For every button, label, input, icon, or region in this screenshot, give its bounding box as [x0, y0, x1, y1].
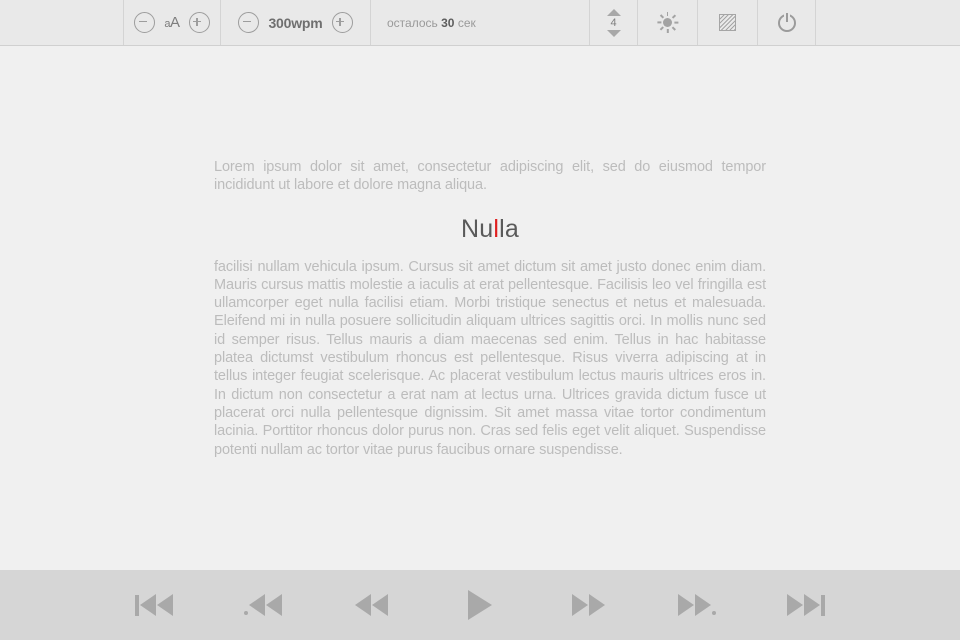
forward-sentence-button[interactable]: [565, 585, 613, 625]
chevron-down-icon[interactable]: [607, 30, 621, 37]
reader-content: [214, 158, 766, 459]
font-size-label: aA: [164, 14, 180, 31]
time-prefix: осталось: [387, 15, 438, 30]
play-icon: [468, 590, 492, 620]
chevron-up-icon[interactable]: [607, 9, 621, 16]
top-toolbar: [0, 0, 960, 46]
brightness-group: [638, 0, 698, 45]
heading-before: Nu: [461, 214, 494, 243]
fast-forward-dot-icon: [678, 594, 716, 616]
skip-to-start-button[interactable]: [130, 585, 178, 625]
reading-page: [0, 46, 960, 570]
plus-circle-icon[interactable]: [189, 12, 210, 33]
intro-paragraph: Lorem ipsum dolor sit amet, consectetur adipiscing elit, sed do eiusmod tempor incididunt ut labore et dolore magna aliqua.: [214, 159, 766, 194]
rewind-sentence-button[interactable]: [347, 585, 395, 625]
power-group: [758, 0, 816, 45]
sun-icon[interactable]: [663, 18, 672, 27]
body-paragraph: facilisi nullam vehicula ipsum. Cursus sit amet dictum sit amet justo donec enim diam. Mauris cursus mattis molestie a iaculis at erat pellentesque. Facilisis leo vel fringilla est ullamcorper eget nulla facilisi etiam. Morbi tristique senectus et netus et malesuada. Eleifend mi in nulla posuere sollicitudin aliquam ultrices sagittis orci. In mollis nunc sed id semper risus. Tellus mauris a diam maecenas sed enim. Tellus in hac habitasse platea dictumst vestibulum rhoncus est pellentesque. Risus viverra adipiscing at in tellus integer feugiat scelerisque. Ac placerat vestibulum lectus mauris ultrices eros in. In dictum non consectetur a erat nam at lectus urna. Ultrices gravida dictum fusce ut placerat orci nulla pellentesque dignissim. Sit amet massa vitae tortor condimentum lacinia. Porttitor rhoncus dolor purus non. Cras sed felis eget velit aliquet. Suspendisse potenti nullam ac tortor vitae purus faucibus ornare suspendisse.: [214, 258, 766, 458]
time-remaining-label: [387, 16, 476, 30]
time-remaining-group: [371, 0, 590, 45]
skip-backward-icon: [135, 594, 173, 616]
speed-value: 300wpm: [268, 14, 323, 31]
skip-forward-icon: [787, 594, 825, 616]
page-number: 4: [610, 16, 617, 29]
section-heading: [214, 215, 766, 244]
speed-group: [221, 0, 371, 45]
font-size-group: [124, 0, 221, 45]
invert-group: [698, 0, 758, 45]
speed-plus-circle-icon[interactable]: [332, 12, 353, 33]
fast-forward-icon: [572, 594, 605, 616]
rewind-dot-icon: [244, 594, 282, 616]
player-controls-bar: [0, 570, 960, 640]
toolbar-right-spacer: [816, 0, 960, 45]
toolbar-left-spacer: [0, 0, 124, 45]
time-value: 30: [441, 15, 455, 30]
play-button[interactable]: [456, 585, 504, 625]
rewind-icon: [355, 594, 388, 616]
heading-after: la: [499, 214, 519, 243]
minus-circle-icon[interactable]: [134, 12, 155, 33]
forward-paragraph-button[interactable]: [673, 585, 721, 625]
skip-to-end-button[interactable]: [782, 585, 830, 625]
heading-highlight: l: [493, 214, 500, 243]
speed-minus-circle-icon[interactable]: [238, 12, 259, 33]
invert-colors-icon[interactable]: [719, 14, 736, 31]
page-stepper-group: [590, 0, 638, 45]
time-suffix: сек: [457, 15, 476, 30]
power-icon[interactable]: [778, 14, 796, 32]
rewind-paragraph-button[interactable]: [239, 585, 287, 625]
